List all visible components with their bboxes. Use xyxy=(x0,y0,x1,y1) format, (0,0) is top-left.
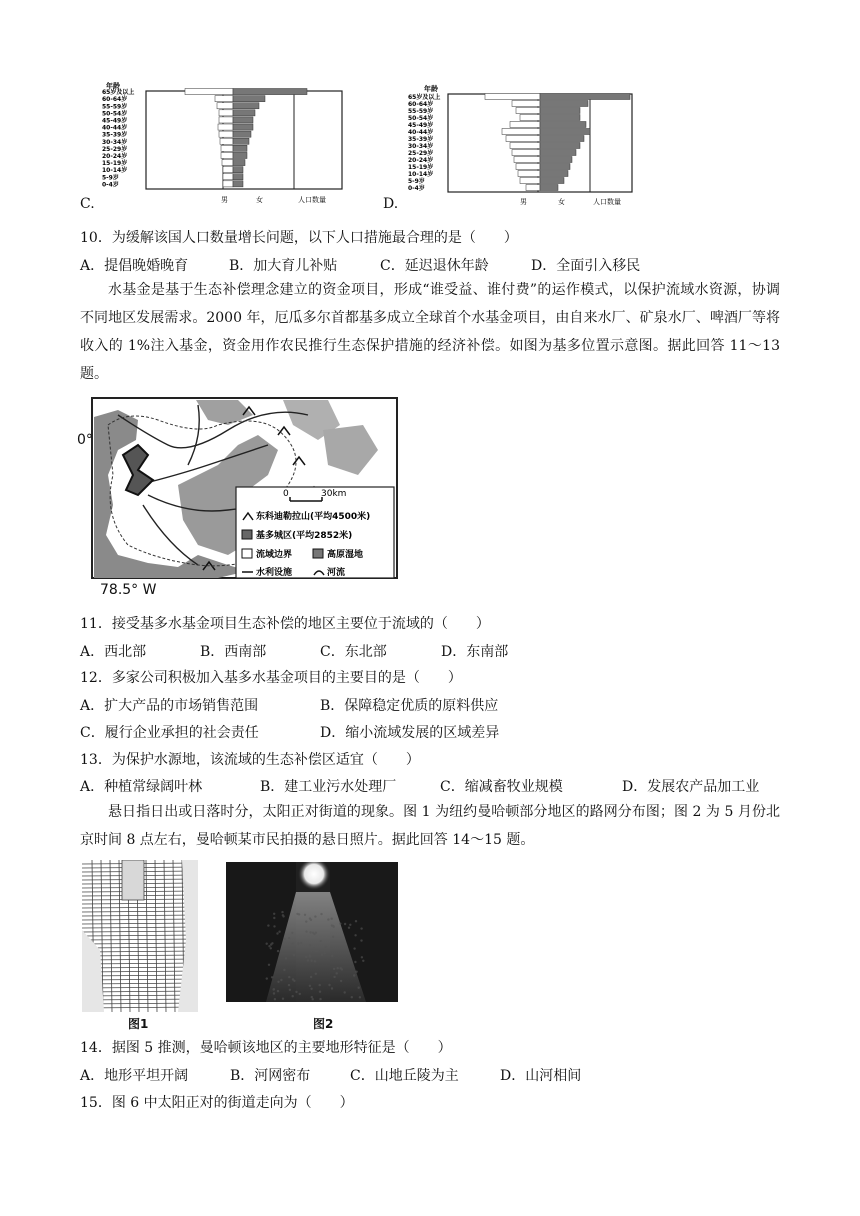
q11-stem: 11．接受基多水基金项目生态补偿的地区主要位于流域的（ ） xyxy=(80,616,490,632)
q13-option-b[interactable]: B．建工业污水处理厂 xyxy=(260,779,397,795)
q14-option-c[interactable]: C．山地丘陵为主 xyxy=(350,1068,459,1084)
female-bar xyxy=(233,174,243,180)
male-bar xyxy=(221,152,233,158)
q14-option-a[interactable]: A．地形平坦开阔 xyxy=(80,1068,189,1084)
female-bar xyxy=(233,152,247,158)
legend-river: 河流 xyxy=(327,568,346,578)
age-label: 30-34岁 xyxy=(102,138,128,146)
option-c-letter: C. xyxy=(80,196,95,212)
male-bar xyxy=(506,136,540,142)
female-bar xyxy=(233,110,255,116)
pyramid-c-axis-label: 人口数量 xyxy=(298,196,326,204)
male-bar xyxy=(217,103,233,109)
female-bar xyxy=(233,138,249,144)
figure-1-caption: 图1 xyxy=(128,1017,149,1031)
legend-wetland: 高原湿地 xyxy=(327,550,364,560)
passage-manhattanhenge: 悬日指日出或日落时分，太阳正对街道的现象。图 1 为纽约曼哈顿部分地区的路网分布图；图 2 为 5 月份北京时间 8 点左右，曼哈顿某市民拍摄的悬日照片。据此回答 14～15 题。 xyxy=(80,804,780,848)
figure-2-photo xyxy=(226,862,398,1002)
male-bar xyxy=(219,117,233,123)
male-bar xyxy=(221,145,233,151)
male-bar xyxy=(219,110,233,116)
age-label: 55-59岁 xyxy=(102,103,128,111)
q11-option-d[interactable]: D．东南部 xyxy=(441,644,509,660)
q12-option-a[interactable]: A．扩大产品的市场销售范围 xyxy=(80,698,259,714)
passage-water-fund: 水基金是基于生态补偿理念建立的资金项目，形成“谁受益、谁付费”的运作模式，以保护流域水资源，协调不同地区发展需求。2000 年，厄瓜多尔首都基多成立全球首个水基金项目，由自来水厂、矿泉水厂、啤酒厂等将收入的 1%注入基金，资金用作农民推行生态保护措施的经济补偿。如图为基多位置示意图。据此回答 11～13 题。 xyxy=(80,282,780,382)
option-d-letter: D. xyxy=(383,196,399,212)
map-lat-label: 0° xyxy=(77,432,93,448)
female-bar xyxy=(540,178,564,184)
q13-stem: 13．为保护水源地，该流域的生态补偿区适宜（ ） xyxy=(80,752,420,768)
pyramid-chart-c xyxy=(98,82,350,210)
male-bar xyxy=(512,101,540,107)
male-bar xyxy=(223,181,233,187)
q11-option-a[interactable]: A．西北部 xyxy=(80,644,147,660)
female-bar xyxy=(540,101,588,107)
q11-option-c[interactable]: C．东北部 xyxy=(320,644,387,660)
age-label: 40-44岁 xyxy=(102,124,128,132)
legend-city-icon xyxy=(242,530,252,539)
female-bar xyxy=(233,117,253,123)
female-bar xyxy=(233,160,245,166)
q14-stem: 14．据图 5 推测，曼哈顿该地区的主要地形特征是（ ） xyxy=(80,1040,452,1056)
age-label: 60-64岁 xyxy=(102,96,128,104)
male-bar xyxy=(520,178,540,184)
female-bar xyxy=(540,115,580,121)
age-label: 20-24岁 xyxy=(102,153,128,160)
legend-mountain: 东科迪勒拉山(平均4500米) xyxy=(256,512,371,522)
pyramid-c-female: 女 xyxy=(256,196,263,204)
male-bar xyxy=(510,122,540,128)
quito-map xyxy=(78,395,400,595)
q12-option-c[interactable]: C．履行企业承担的社会责任 xyxy=(80,725,259,741)
female-bar xyxy=(540,129,590,135)
female-bar xyxy=(540,143,580,149)
male-bar xyxy=(502,129,540,135)
age-label: 45-49岁 xyxy=(102,117,128,125)
male-bar xyxy=(219,131,233,137)
age-label: 5-9岁 xyxy=(102,174,119,182)
pyramid-c-male: 男 xyxy=(221,196,228,204)
q11-option-b[interactable]: B．西南部 xyxy=(200,644,267,660)
pyramid-d-title: 年龄 xyxy=(424,85,438,93)
pyramid-d-axis-label: 人口数量 xyxy=(593,198,621,206)
figure-1-street-map xyxy=(82,860,198,1012)
legend-facility: 水利设施 xyxy=(256,568,293,578)
male-bar xyxy=(215,96,233,102)
age-label: 35-39岁 xyxy=(102,131,128,139)
age-label: 25-29岁 xyxy=(102,145,128,153)
map-scale-label: 30km xyxy=(321,489,347,499)
pyramid-d-female: 女 xyxy=(558,198,565,206)
female-bar xyxy=(233,96,265,102)
q14-option-d[interactable]: D．山河相间 xyxy=(500,1068,582,1084)
female-bar xyxy=(233,145,247,151)
legend-boundary-icon xyxy=(242,549,252,558)
male-bar xyxy=(485,94,540,100)
age-label: 5-9岁 xyxy=(408,178,425,185)
map-lon-label: 78.5° W xyxy=(100,582,157,598)
female-bar xyxy=(233,131,251,137)
age-label: 45-49岁 xyxy=(408,122,434,129)
female-bar xyxy=(233,181,243,187)
q13-option-a[interactable]: A．种植常绿阔叶林 xyxy=(80,779,203,795)
male-bar xyxy=(218,124,233,130)
age-label: 10-14岁 xyxy=(102,167,128,175)
pyramid-chart-d xyxy=(398,82,638,210)
age-label: 50-54岁 xyxy=(408,115,434,122)
age-label: 25-29岁 xyxy=(408,150,434,157)
female-bar xyxy=(540,171,568,177)
male-bar xyxy=(223,167,233,173)
male-bar xyxy=(514,157,540,163)
female-bar xyxy=(540,108,580,114)
male-bar xyxy=(185,89,233,95)
male-bar xyxy=(516,164,540,170)
female-bar xyxy=(540,164,570,170)
map-scale-zero: 0 xyxy=(283,489,289,499)
q10-option-d[interactable]: D．全面引入移民 xyxy=(531,258,641,274)
age-label: 65岁及以上 xyxy=(102,89,135,97)
female-bar xyxy=(233,124,253,130)
q15-stem: 15．图 6 中太阳正对的街道走向为（ ） xyxy=(80,1095,354,1111)
male-bar xyxy=(526,185,540,191)
legend-wetland-icon xyxy=(313,549,323,558)
female-bar xyxy=(540,94,630,100)
age-label: 40-44岁 xyxy=(408,129,434,136)
male-bar xyxy=(516,108,540,114)
q13-option-d[interactable]: D．发展农产品加工业 xyxy=(622,779,760,795)
q12-option-b[interactable]: B．保障稳定优质的原料供应 xyxy=(320,698,499,714)
q12-option-d[interactable]: D．缩小流域发展的区域差异 xyxy=(320,725,500,741)
female-bar xyxy=(540,150,576,156)
female-bar xyxy=(233,89,307,95)
legend-boundary: 流域边界 xyxy=(256,550,293,560)
male-bar xyxy=(512,150,540,156)
female-bar xyxy=(540,122,586,128)
q13-option-c[interactable]: C．缩减畜牧业规模 xyxy=(440,779,563,795)
q10-stem: 10．为缓解该国人口数量增长问题，以下人口措施最合理的是（ ） xyxy=(80,230,518,246)
age-label: 20-24岁 xyxy=(408,157,434,164)
male-bar xyxy=(510,143,540,149)
figure-2-caption: 图2 xyxy=(313,1017,334,1031)
q10-option-b[interactable]: B．加大育儿补贴 xyxy=(229,258,338,274)
age-label: 60-64岁 xyxy=(408,101,434,108)
age-label: 10-14岁 xyxy=(408,171,434,178)
age-label: 65岁及以上 xyxy=(408,94,441,101)
q12-stem: 12．多家公司积极加入基多水基金项目的主要目的是（ ） xyxy=(80,670,462,686)
female-bar xyxy=(233,103,259,109)
legend-city: 基多城区(平均2852米) xyxy=(256,531,353,541)
male-bar xyxy=(520,115,540,121)
age-label: 15-19岁 xyxy=(102,160,128,168)
age-label: 15-19岁 xyxy=(408,164,434,171)
age-label: 35-39岁 xyxy=(408,136,434,143)
female-bar xyxy=(233,167,243,173)
q10-option-c[interactable]: C．延迟退休年龄 xyxy=(380,258,489,274)
female-bar xyxy=(540,136,584,142)
pyramid-d-male: 男 xyxy=(520,198,527,206)
female-bar xyxy=(540,157,572,163)
q10-option-a[interactable]: A．提倡晚婚晚育 xyxy=(80,258,189,274)
age-label: 50-54岁 xyxy=(102,110,128,118)
female-bar xyxy=(540,185,558,191)
q14-option-b[interactable]: B．河网密布 xyxy=(230,1068,311,1084)
age-label: 55-59岁 xyxy=(408,108,434,115)
pyramid-c-title: 年龄 xyxy=(106,82,120,90)
male-bar xyxy=(223,174,233,180)
male-bar xyxy=(222,160,233,166)
male-bar xyxy=(220,138,233,144)
age-label: 30-34岁 xyxy=(408,143,434,150)
age-label: 0-4岁 xyxy=(102,181,119,189)
male-bar xyxy=(518,171,540,177)
age-label: 0-4岁 xyxy=(408,185,425,192)
